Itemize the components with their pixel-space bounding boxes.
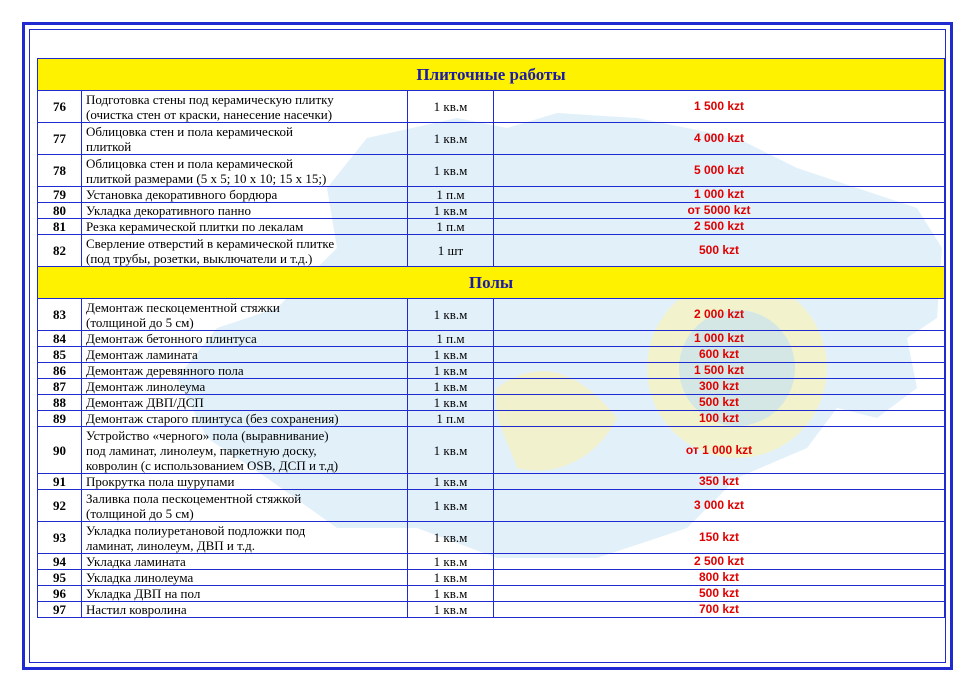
row-number: 76: [38, 91, 82, 123]
table-row: [38, 522, 945, 554]
description-line: Демонтаж ДВП/ДСП: [86, 395, 204, 410]
section-title: Полы: [38, 267, 945, 299]
service-description: [82, 427, 408, 474]
description-line: Заливка пола пескоцементной стяжкой: [86, 490, 302, 506]
table-row: [38, 474, 945, 490]
price: 1 000 kzt: [494, 187, 945, 203]
price: 600 kzt: [494, 347, 945, 363]
description-line: Облицовка стен и пола керамической: [86, 123, 294, 139]
description-line: Укладка линолеума: [86, 570, 194, 585]
row-number: 89: [38, 411, 82, 427]
description-line: (под трубы, розетки, выключатели и т.д.): [86, 250, 313, 266]
table-row: [38, 554, 945, 570]
price: 150 kzt: [494, 522, 945, 554]
service-description: [82, 395, 408, 411]
table-row: [38, 427, 945, 474]
description-line: Устройство «черного» пола (выравнивание): [86, 427, 329, 443]
service-description: [82, 411, 408, 427]
description-line: Демонтаж старого плинтуса (без сохранения): [86, 411, 339, 426]
row-number: 87: [38, 379, 82, 395]
description-line: Облицовка стен и пола керамической: [86, 155, 294, 171]
description-line: Укладка декоративного панно: [86, 203, 251, 218]
service-description: [82, 474, 408, 490]
unit: 1 кв.м: [408, 554, 494, 570]
price: 300 kzt: [494, 379, 945, 395]
description-line: плиткой размерами (5 x 5; 10 x 10; 15 x 15;): [86, 170, 327, 186]
row-number: 93: [38, 522, 82, 554]
price: 500 kzt: [494, 395, 945, 411]
service-description: [82, 554, 408, 570]
description-line: Демонтаж пескоцементной стяжки: [86, 299, 280, 315]
row-number: 83: [38, 299, 82, 331]
unit: 1 кв.м: [408, 586, 494, 602]
row-number: 95: [38, 570, 82, 586]
price: 700 kzt: [494, 602, 945, 618]
row-number: 85: [38, 347, 82, 363]
row-number: 88: [38, 395, 82, 411]
description-line: Демонтаж бетонного плинтуса: [86, 331, 257, 346]
service-description: [82, 570, 408, 586]
description-line: Резка керамической плитки по лекалам: [86, 219, 304, 234]
table-row: [38, 363, 945, 379]
unit: 1 кв.м: [408, 395, 494, 411]
service-description: [82, 602, 408, 618]
unit: 1 п.м: [408, 187, 494, 203]
price: 3 000 kzt: [494, 490, 945, 522]
row-number: 97: [38, 602, 82, 618]
description-line: Укладка ламината: [86, 554, 186, 569]
service-description: [82, 363, 408, 379]
description-line: под ламинат, линолеум, паркетную доску,: [86, 442, 317, 458]
service-description: [82, 586, 408, 602]
row-number: 81: [38, 219, 82, 235]
unit: 1 кв.м: [408, 363, 494, 379]
unit: 1 кв.м: [408, 379, 494, 395]
description-line: Настил ковролина: [86, 602, 187, 617]
description-line: (очистка стен от краски, нанесение насечки): [86, 106, 333, 122]
description-line: Установка декоративного бордюра: [86, 187, 278, 202]
table-row: [38, 586, 945, 602]
description-line: Демонтаж ламината: [86, 347, 198, 362]
service-description: [82, 347, 408, 363]
description-line: Демонтаж деревянного пола: [86, 363, 244, 378]
service-description: [82, 155, 408, 187]
description-line: Сверление отверстий в керамической плитке: [86, 235, 335, 251]
unit: 1 кв.м: [408, 203, 494, 219]
table-row: [38, 155, 945, 187]
unit: 1 п.м: [408, 411, 494, 427]
section-title: Плиточные работы: [38, 59, 945, 91]
service-description: [82, 219, 408, 235]
unit: 1 кв.м: [408, 347, 494, 363]
table-row: [38, 331, 945, 347]
price: 500 kzt: [494, 235, 945, 267]
price: от 5000 kzt: [494, 203, 945, 219]
row-number: 79: [38, 187, 82, 203]
description-line: плиткой: [86, 138, 132, 154]
unit: 1 кв.м: [408, 570, 494, 586]
service-description: [82, 91, 408, 123]
row-number: 96: [38, 586, 82, 602]
price: 800 kzt: [494, 570, 945, 586]
price: от 1 000 kzt: [494, 427, 945, 474]
service-description: [82, 331, 408, 347]
row-number: 84: [38, 331, 82, 347]
row-number: 80: [38, 203, 82, 219]
unit: 1 кв.м: [408, 299, 494, 331]
description-line: (толщиной до 5 см): [86, 314, 194, 330]
description-line: Укладка полиуретановой подложки под: [86, 522, 306, 538]
price: 100 kzt: [494, 411, 945, 427]
price-table: [37, 58, 945, 618]
price: 1 500 kzt: [494, 91, 945, 123]
price: 500 kzt: [494, 586, 945, 602]
service-description: [82, 379, 408, 395]
description-line: ламинат, линолеум, ДВП и т.д.: [86, 537, 255, 553]
price: 4 000 kzt: [494, 123, 945, 155]
table-row: [38, 602, 945, 618]
table-row: [38, 411, 945, 427]
table-row: [38, 490, 945, 522]
description-line: (толщиной до 5 см): [86, 505, 194, 521]
price: 1 000 kzt: [494, 331, 945, 347]
service-description: [82, 235, 408, 267]
row-number: 91: [38, 474, 82, 490]
unit: 1 кв.м: [408, 155, 494, 187]
unit: 1 кв.м: [408, 91, 494, 123]
unit: 1 кв.м: [408, 427, 494, 474]
section-header: [38, 59, 945, 91]
unit: 1 п.м: [408, 219, 494, 235]
price: 2 000 kzt: [494, 299, 945, 331]
table-row: [38, 235, 945, 267]
description-line: Подготовка стены под керамическую плитку: [86, 91, 334, 107]
service-description: [82, 123, 408, 155]
service-description: [82, 299, 408, 331]
price: 5 000 kzt: [494, 155, 945, 187]
unit: 1 кв.м: [408, 602, 494, 618]
service-description: [82, 522, 408, 554]
row-number: 90: [38, 427, 82, 474]
table-row: [38, 395, 945, 411]
unit: 1 кв.м: [408, 474, 494, 490]
table-row: [38, 219, 945, 235]
table-row: [38, 91, 945, 123]
row-number: 94: [38, 554, 82, 570]
row-number: 82: [38, 235, 82, 267]
row-number: 78: [38, 155, 82, 187]
row-number: 86: [38, 363, 82, 379]
service-description: [82, 203, 408, 219]
description-line: Укладка ДВП на пол: [86, 586, 201, 601]
price: 2 500 kzt: [494, 219, 945, 235]
service-description: [82, 187, 408, 203]
price: 2 500 kzt: [494, 554, 945, 570]
table-row: [38, 203, 945, 219]
description-line: ковролин (с использованием OSB, ДСП и т.д): [86, 457, 339, 473]
table-row: [38, 379, 945, 395]
table-row: [38, 347, 945, 363]
unit: 1 кв.м: [408, 123, 494, 155]
unit: 1 п.м: [408, 331, 494, 347]
service-description: [82, 490, 408, 522]
description-line: Демонтаж линолеума: [86, 379, 206, 394]
description-line: Прокрутка пола шурупами: [86, 474, 235, 489]
table-row: [38, 187, 945, 203]
unit: 1 шт: [408, 235, 494, 267]
section-header: [38, 267, 945, 299]
table-row: [38, 123, 945, 155]
price: 350 kzt: [494, 474, 945, 490]
row-number: 77: [38, 123, 82, 155]
unit: 1 кв.м: [408, 522, 494, 554]
price: 1 500 kzt: [494, 363, 945, 379]
table-row: [38, 299, 945, 331]
unit: 1 кв.м: [408, 490, 494, 522]
row-number: 92: [38, 490, 82, 522]
table-row: [38, 570, 945, 586]
